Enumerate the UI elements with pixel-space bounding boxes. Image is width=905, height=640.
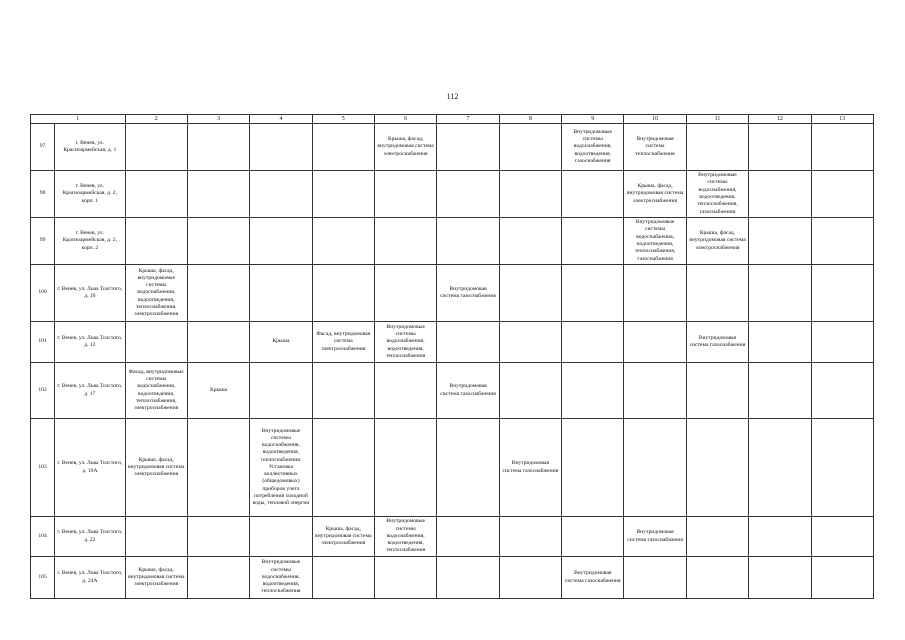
work-cell — [749, 419, 811, 517]
work-cell — [749, 517, 811, 557]
work-cell — [187, 265, 249, 322]
work-cell — [125, 322, 187, 363]
work-cell: Крыша — [250, 322, 312, 363]
work-cell — [187, 517, 249, 557]
work-cell — [686, 419, 748, 517]
work-cell — [562, 218, 624, 265]
work-cell: Крыша — [187, 363, 249, 419]
work-cell — [125, 124, 187, 171]
work-cell — [312, 171, 374, 218]
work-cell — [499, 171, 561, 218]
work-cell — [562, 171, 624, 218]
work-cell — [499, 322, 561, 363]
table-row — [31, 363, 874, 419]
work-cell — [437, 322, 499, 363]
work-cell — [374, 363, 436, 419]
work-cell — [374, 265, 436, 322]
work-cell: Крыша, фасад, внутридомовая система электроснабжения — [125, 419, 187, 517]
work-cell — [187, 557, 249, 599]
work-cell — [187, 171, 249, 218]
work-cell — [312, 419, 374, 517]
work-cell — [250, 363, 312, 419]
work-cell: Фасад, внутридомовая система электроснабжения — [312, 322, 374, 363]
work-cell — [499, 124, 561, 171]
row-number: 101 — [31, 322, 55, 363]
work-cell: Внутридомовые системы водоснабжения, водоотведения, газоснабжения — [562, 124, 624, 171]
table-row — [31, 218, 874, 265]
work-cell — [624, 419, 686, 517]
work-cell — [125, 171, 187, 218]
work-cell: Внутридомовые системы водоснабжения, водоотведения, теплоснабжения. Установка коллективных (общедомовых) приборов учета потребления холодной воды, тепловой энергии — [250, 419, 312, 517]
work-cell — [312, 218, 374, 265]
column-header: 5 — [312, 115, 374, 124]
work-cell — [187, 419, 249, 517]
work-cell — [499, 363, 561, 419]
work-cell: Крыша, фасад, внутридомовые системы водоснабжения, водоотведения, теплоснабжения, электроснабжения — [125, 265, 187, 322]
column-header: 7 — [437, 115, 499, 124]
work-cell: Внутридомовая система газоснабжения — [562, 557, 624, 599]
work-cell — [125, 218, 187, 265]
work-cell — [686, 265, 748, 322]
work-cell — [562, 265, 624, 322]
work-cell — [250, 171, 312, 218]
column-header: 4 — [250, 115, 312, 124]
work-cell — [312, 265, 374, 322]
work-cell: Крыша, фасад, внутридомовая система электроснабжения — [686, 218, 748, 265]
table-row — [31, 171, 874, 218]
work-cell — [187, 322, 249, 363]
address-cell: г. Венев, ул. Красноармейская, д. 2, корп. 1 — [55, 171, 125, 218]
work-cell — [125, 517, 187, 557]
work-cell — [250, 265, 312, 322]
work-cell — [811, 517, 874, 557]
work-cell — [562, 517, 624, 557]
work-cell — [749, 322, 811, 363]
column-header: 1 — [31, 115, 126, 124]
row-number: 102 — [31, 363, 55, 419]
work-cell: Внутридомовая система теплоснабжения — [624, 124, 686, 171]
work-cell: Внутридомовая система газоснабжения — [686, 322, 748, 363]
column-header: 10 — [624, 115, 686, 124]
work-cell — [686, 557, 748, 599]
work-cell — [437, 124, 499, 171]
work-cell: Крыша, фасад, внутридомовая система электроснабжения — [374, 124, 436, 171]
work-cell — [437, 557, 499, 599]
work-cell — [624, 363, 686, 419]
address-cell: г. Венев, ул. Льва Толстого, д. 17 — [55, 363, 125, 419]
row-number: 103 — [31, 419, 55, 517]
table-row — [31, 419, 874, 517]
work-cell: Внутридомовые системы водоснабжения, водоотведения, теплоснабжения — [374, 517, 436, 557]
column-header: 6 — [374, 115, 436, 124]
work-cell — [437, 419, 499, 517]
table-row — [31, 124, 874, 171]
work-cell — [250, 218, 312, 265]
work-cell — [374, 171, 436, 218]
column-header: 2 — [125, 115, 187, 124]
work-cell — [312, 557, 374, 599]
work-cell — [562, 363, 624, 419]
work-cell — [749, 363, 811, 419]
work-cell — [562, 322, 624, 363]
work-cell — [437, 218, 499, 265]
address-cell: г. Венев, ул. Льва Толстого, д. 10 — [55, 265, 125, 322]
row-number: 97 — [31, 124, 55, 171]
work-cell: Внутридомовая система газоснабжения — [437, 363, 499, 419]
work-cell — [374, 419, 436, 517]
repair-schedule-table — [30, 114, 874, 599]
work-cell — [686, 363, 748, 419]
work-cell: Крыша, фасад, внутридомовая система электроснабжения — [624, 171, 686, 218]
work-cell: Внутридомовые системы водоснабжения, водоотведения, теплоснабжения — [374, 322, 436, 363]
work-cell — [749, 124, 811, 171]
work-cell — [811, 171, 874, 218]
work-cell — [312, 363, 374, 419]
work-cell — [499, 517, 561, 557]
work-cell — [811, 265, 874, 322]
column-header: 9 — [562, 115, 624, 124]
work-cell — [749, 265, 811, 322]
work-cell — [374, 557, 436, 599]
column-header: 3 — [187, 115, 249, 124]
row-number: 100 — [31, 265, 55, 322]
work-cell: Внутридомовые системы водоснабжения, водоотведения, теплоснабжения — [250, 557, 312, 599]
work-cell — [312, 124, 374, 171]
column-header: 8 — [499, 115, 561, 124]
work-cell — [811, 322, 874, 363]
column-header-row — [31, 115, 874, 124]
address-cell: г. Венев, ул. Красноармейская, д. 2, корп. 2 — [55, 218, 125, 265]
work-cell — [811, 363, 874, 419]
column-header: 13 — [811, 115, 874, 124]
work-cell — [811, 557, 874, 599]
work-cell — [374, 218, 436, 265]
address-cell: г. Венев, ул. Красноармейская, д. 1 — [55, 124, 125, 171]
work-cell — [624, 322, 686, 363]
table-row — [31, 265, 874, 322]
work-cell: Фасад, внутридомовые системы водоснабжения, водоотведения, теплоснабжения, электроснабжения — [125, 363, 187, 419]
row-number: 104 — [31, 517, 55, 557]
work-cell — [499, 557, 561, 599]
address-cell: г. Венев, ул. Льва Толстого, д. 12 — [55, 322, 125, 363]
work-cell — [437, 171, 499, 218]
work-cell — [686, 517, 748, 557]
work-cell — [624, 265, 686, 322]
column-header: 11 — [686, 115, 748, 124]
row-number: 98 — [31, 171, 55, 218]
address-cell: г. Венев, ул. Льва Толстого, д. 24А — [55, 557, 125, 599]
address-cell: г. Венев, ул. Льва Толстого, д. 19А — [55, 419, 125, 517]
row-number: 105 — [31, 557, 55, 599]
work-cell: Крыша, фасад, внутридомовая система электроснабжения — [312, 517, 374, 557]
work-cell — [437, 517, 499, 557]
work-cell — [624, 557, 686, 599]
work-cell — [250, 124, 312, 171]
page-number: 112 — [446, 92, 459, 101]
work-cell — [499, 218, 561, 265]
work-cell — [499, 265, 561, 322]
table-row — [31, 322, 874, 363]
work-cell: Крыша, фасад, внутридомовая система электроснабжения — [125, 557, 187, 599]
work-cell — [749, 218, 811, 265]
work-cell — [562, 419, 624, 517]
work-cell — [811, 419, 874, 517]
table-row — [31, 517, 874, 557]
work-cell: Внутридомовые системы водоснабжения, водоотведения, теплоснабжения, газоснабжения — [624, 218, 686, 265]
work-cell — [686, 124, 748, 171]
work-cell: Внутридомовые системы водоснабжения, водоотведения, теплоснабжения, газоснабжения — [686, 171, 748, 218]
row-number: 99 — [31, 218, 55, 265]
work-cell — [811, 124, 874, 171]
work-cell — [250, 517, 312, 557]
table-row — [31, 557, 874, 599]
address-cell: г. Венев, ул. Льва Толстого, д. 22 — [55, 517, 125, 557]
work-cell — [187, 124, 249, 171]
work-cell — [749, 557, 811, 599]
work-cell: Внутридомовая система газоснабжения — [624, 517, 686, 557]
work-cell — [749, 171, 811, 218]
work-cell: Внутридомовая система газоснабжения — [437, 265, 499, 322]
work-cell — [811, 218, 874, 265]
work-cell: Внутридомовая система газоснабжения — [499, 419, 561, 517]
column-header: 12 — [749, 115, 811, 124]
work-cell — [187, 218, 249, 265]
